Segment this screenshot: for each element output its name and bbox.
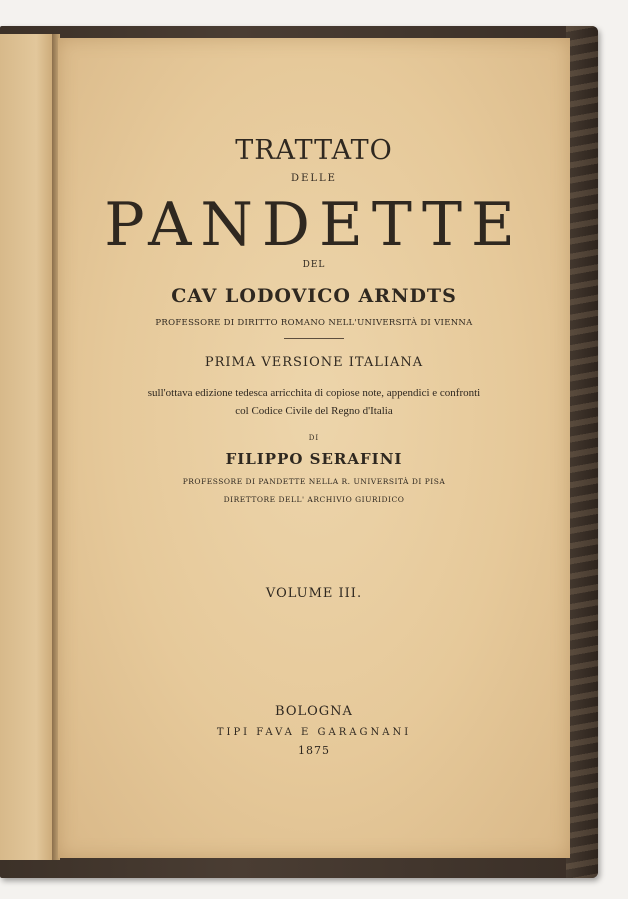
translator-role-1: PROFESSORE DI PANDETTE NELLA R. UNIVERSITÀ DI PISA	[182, 477, 446, 486]
translator-role-2: DIRETTORE DELL' ARCHIVIO GIURIDICO	[223, 495, 405, 504]
author-role: PROFESSORE DI DIRITTO ROMANO NELL'UNIVERSITÀ DI VIENNA	[155, 318, 473, 328]
left-endpaper	[0, 34, 53, 860]
title-line-pandette: PANDETTE	[104, 190, 524, 260]
translator-name: FILIPPO SERAFINI	[225, 450, 403, 468]
author-name: CAV LODOVICO ARNDTS	[171, 285, 457, 307]
divider-rule	[284, 338, 344, 339]
edition-note-line-2: col Codice Civile del Regno d'Italia	[235, 405, 393, 417]
edition-note-line-1: sull'ottava edizione tedesca arricchita di copiose note, appendici e confronti	[147, 387, 481, 399]
title-line-delle: DELLE	[291, 173, 337, 184]
edition-title: PRIMA VERSIONE ITALIANA	[204, 355, 424, 370]
marbled-board-edge	[566, 26, 598, 878]
publication-year: 1875	[298, 744, 330, 757]
translator-prefix: DI	[308, 434, 320, 442]
volume-label: VOLUME III.	[265, 586, 363, 601]
publication-city: BOLOGNA	[275, 704, 353, 719]
by-line: DEL	[302, 260, 326, 270]
title-line-trattato: TRATTATO	[235, 135, 393, 166]
title-page	[58, 38, 570, 858]
publisher-name: TIPI FAVA E GARAGNANI	[216, 727, 412, 738]
